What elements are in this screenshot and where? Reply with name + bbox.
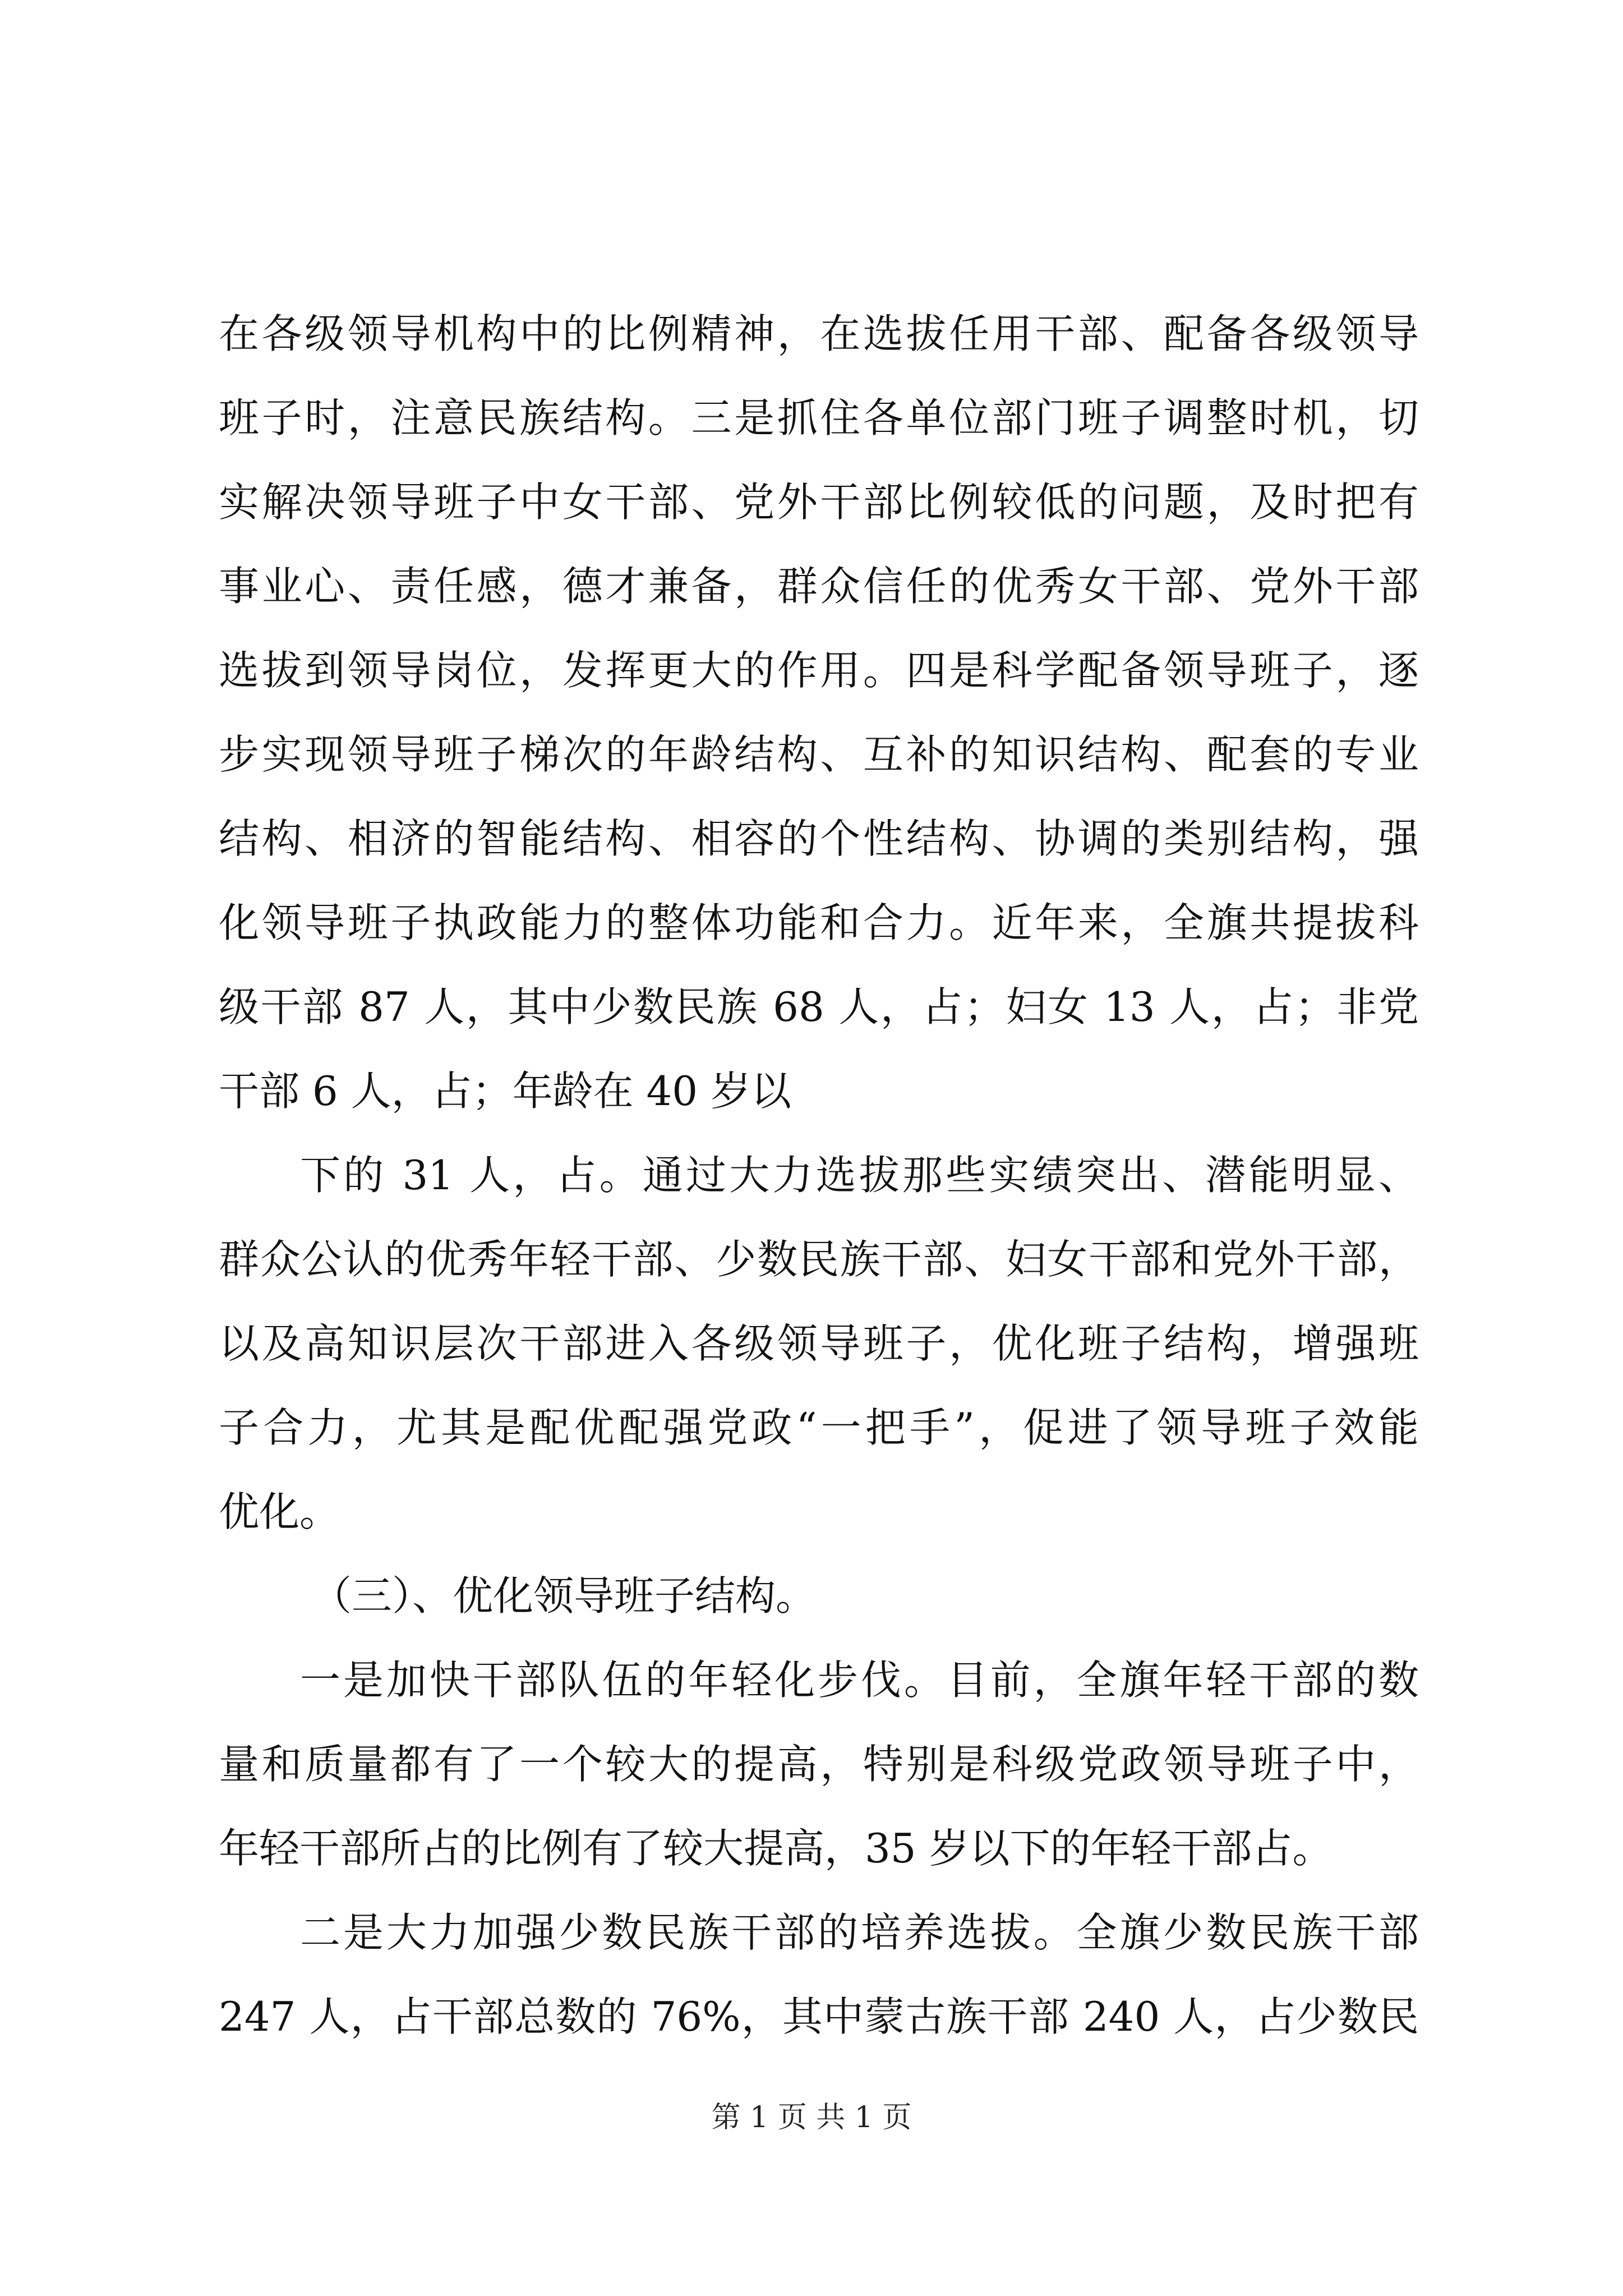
section-heading: （三）、优化领导班子结构。 (311, 1572, 817, 1619)
page-footer: 第 1 页 共 1 页 (711, 2101, 912, 2134)
text-line: 选拔到领导岗位，发挥更大的作用。四是科学配备领导班子，逐 (219, 647, 1419, 694)
text-line: 级干部 87 人，其中少数民族 68 人，占；妇女 13 人，占；非党 (219, 983, 1419, 1030)
text-line: 化领导班子执政能力的整体功能和合力。近年来，全旗共提拔科 (219, 899, 1419, 946)
text-line: 优化。 (219, 1488, 340, 1535)
paragraph-start-line: 一是加快干部队伍的年轻化步伐。目前，全旗年轻干部的数 (300, 1657, 1419, 1704)
text-line: 量和质量都有了一个较大的提高，特别是科级党政领导班子中， (219, 1741, 1419, 1788)
text-line: 群众公认的优秀年轻干部、少数民族干部、妇女干部和党外干部， (219, 1236, 1419, 1283)
text-line: 班子时，注意民族结构。三是抓住各单位部门班子调整时机，切 (219, 394, 1419, 441)
text-line: 步实现领导班子梯次的年龄结构、互补的知识结构、配套的专业 (219, 731, 1419, 778)
text-line: 247 人，占干部总数的 76%，其中蒙古族干部 240 人，占少数民 (219, 1993, 1419, 2040)
paragraph-start-line: 下的 31 人，占。通过大力选拔那些实绩突出、潜能明显、 (300, 1152, 1419, 1199)
text-line: 以及高知识层次干部进入各级领导班子，优化班子结构，增强班 (219, 1320, 1419, 1367)
text-line: 实解决领导班子中女干部、党外干部比例较低的问题，及时把有 (219, 478, 1419, 526)
text-line: 干部 6 人，占；年龄在 40 岁以 (219, 1068, 791, 1115)
text-line: 在各级领导机构中的比例精神，在选拔任用干部、配备各级领导 (219, 310, 1419, 357)
text-line: 年轻干部所占的比例有了较大提高，35 岁以下的年轻干部占。 (219, 1825, 1333, 1872)
text-line: 事业心、责任感，德才兼备，群众信任的优秀女干部、党外干部 (219, 563, 1419, 610)
text-line: 结构、相济的智能结构、相容的个性结构、协调的类别结构，强 (219, 815, 1419, 862)
paragraph-start-line: 二是大力加强少数民族干部的培养选拔。全旗少数民族干部 (300, 1909, 1419, 1956)
text-line: 子合力，尤其是配优配强党政“一把手”，促进了领导班子效能 (219, 1404, 1419, 1451)
